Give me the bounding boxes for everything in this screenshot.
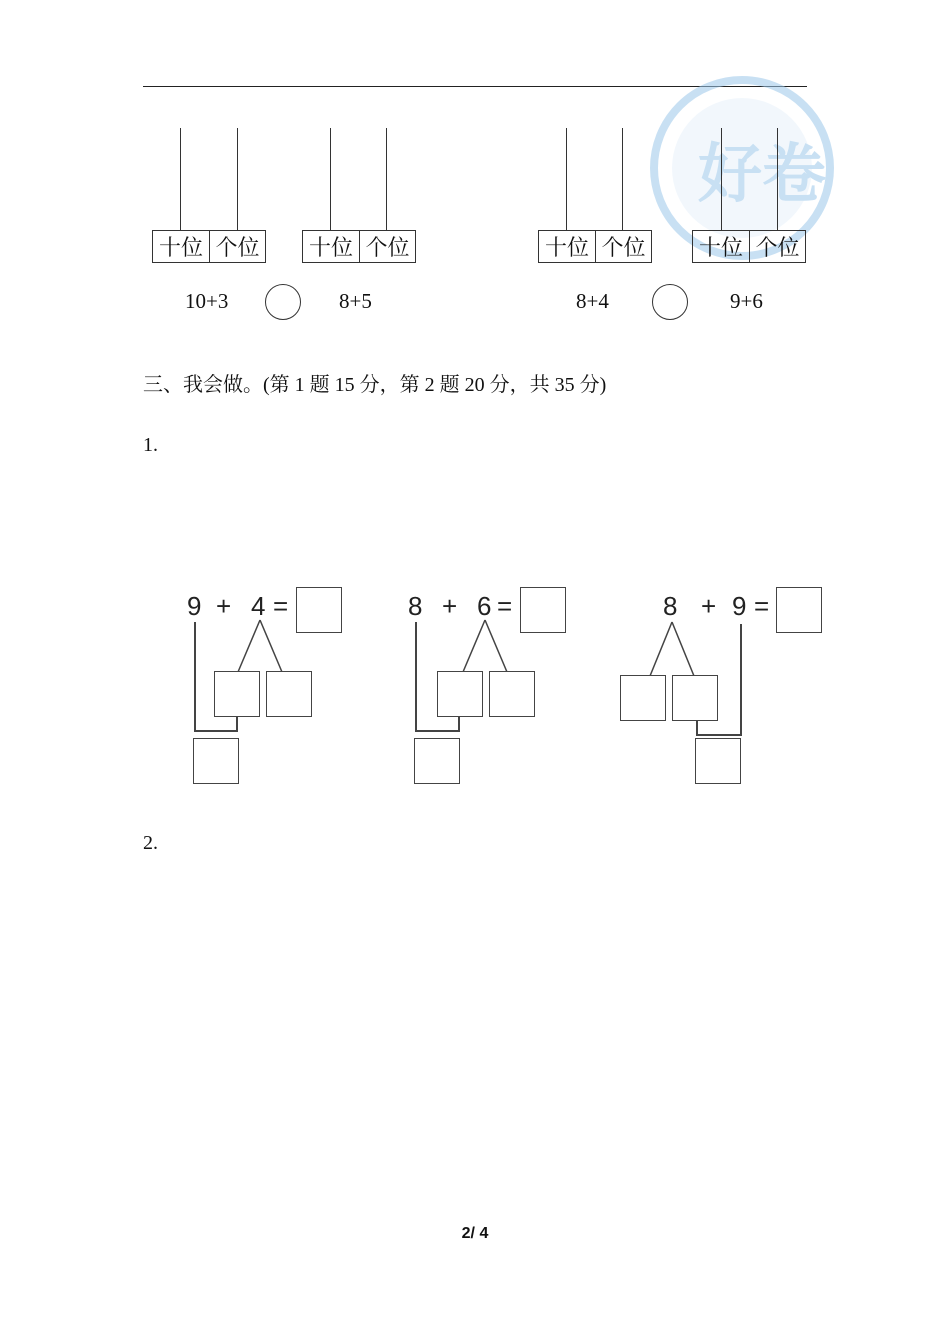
ones-label: 个位 (595, 231, 651, 262)
tens-label: 十位 (698, 235, 743, 260)
split-box-right[interactable] (266, 671, 312, 717)
question-2-label: 2. (143, 832, 158, 854)
compare-circle[interactable] (652, 284, 688, 320)
bracket-line (415, 622, 417, 731)
addend-b: 6 (477, 591, 492, 621)
ones-label: 个位 (209, 231, 265, 262)
ten-box[interactable] (695, 738, 741, 784)
plus-sign: + (442, 591, 458, 621)
watermark-text: 好卷 (698, 138, 826, 212)
ones-label: 个位 (749, 231, 805, 262)
right-expression: 9+6 (730, 289, 763, 313)
tens-label: 十位 (308, 235, 353, 260)
compare-circle[interactable] (265, 284, 301, 320)
abacus-rod (721, 128, 722, 230)
abacus-rod (237, 128, 238, 230)
watermark-logo (650, 118, 826, 228)
split-lines (230, 618, 290, 674)
plus-sign: + (216, 591, 232, 621)
addend-a: 8 (663, 591, 678, 621)
abacus-rod (777, 128, 778, 230)
equals-sign: = (273, 591, 289, 621)
abacus-rod (330, 128, 331, 230)
split-box-right[interactable] (489, 671, 535, 717)
left-expression: 8+4 (576, 289, 609, 313)
section-title: 三、我会做。(第 1 题 15 分，第 2 题 20 分，共 35 分) (143, 374, 607, 396)
answer-box[interactable] (520, 587, 566, 633)
addend-a: 8 (408, 591, 423, 621)
bracket-line (458, 716, 460, 731)
question-1-label: 1. (143, 434, 158, 456)
place-value-table (538, 230, 652, 263)
bracket-line (740, 624, 742, 735)
bracket-line (696, 734, 742, 736)
place-value-table (152, 230, 266, 263)
right-expression: 8+5 (339, 289, 372, 313)
split-box-left[interactable] (620, 675, 666, 721)
split-box-right[interactable] (672, 675, 718, 721)
tens-label: 十位 (158, 235, 203, 260)
ten-box[interactable] (193, 738, 239, 784)
split-box-left[interactable] (214, 671, 260, 717)
bracket-line (194, 730, 238, 732)
addend-b: 4 (251, 591, 266, 621)
addend-a: 9 (187, 591, 202, 621)
split-lines (642, 620, 702, 678)
bracket-line (415, 730, 460, 732)
bracket-line (236, 716, 238, 731)
left-expression: 10+3 (185, 289, 229, 313)
plus-sign: + (701, 591, 717, 621)
answer-box[interactable] (776, 587, 822, 633)
abacus-rod (386, 128, 387, 230)
page-number: 2/ 4 (461, 1225, 489, 1242)
ten-box[interactable] (414, 738, 460, 784)
equals-sign: = (754, 591, 770, 621)
equals-sign: = (497, 591, 513, 621)
abacus-rod (180, 128, 181, 230)
answer-box[interactable] (296, 587, 342, 633)
split-lines (455, 618, 515, 674)
abacus-rod (566, 128, 567, 230)
bracket-line (696, 720, 698, 735)
place-value-table (692, 230, 806, 263)
split-box-left[interactable] (437, 671, 483, 717)
bracket-line (194, 622, 196, 731)
addend-b: 9 (732, 591, 747, 621)
tens-label: 十位 (544, 235, 589, 260)
place-value-table (302, 230, 416, 263)
abacus-rod (622, 128, 623, 230)
ones-label: 个位 (359, 231, 415, 262)
